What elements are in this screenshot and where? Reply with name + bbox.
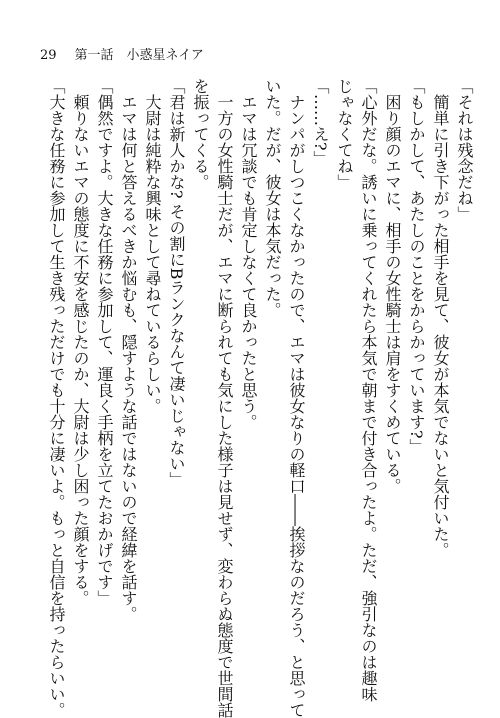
text-line: 大尉は純粋な興味として尋ねているらしい。 [143, 78, 162, 414]
page-number: 29 [40, 48, 57, 63]
text-line: 「偶然ですよ。大きな任務に参加して、運良く手柄を立てたおかげです」 [95, 78, 114, 606]
text-line: いた。だが、彼女は本気だった。 [263, 78, 282, 318]
text-line: エマは冗談でも肯定しなくて良かったと思う。 [239, 78, 258, 430]
text-line: 「心外だな。誘いに乗ってくれたら本気で朝まで付き合ったよ。ただ、強引なのは趣味 [359, 78, 378, 702]
text-line: 簡単に引き下がった相手を見て、彼女が本気でないと気付いた。 [431, 78, 450, 558]
text-line: 困り顔のエマに、相手の女性騎士は肩をすくめている。 [383, 78, 402, 494]
text-line: 「それは残念だね」 [455, 78, 474, 222]
text-line: を振ってくる。 [191, 78, 210, 190]
text-line: じゃなくてね」 [335, 78, 354, 190]
text-line: 「もしかして、あたしのことをからかっています?」 [407, 78, 426, 455]
text-line: 「……え?」 [311, 78, 330, 167]
text-line: 「君は新人かな? その割にBランクなんて凄いじゃない」 [167, 78, 186, 488]
novel-text-body [26, 78, 476, 718]
text-line: 一方の女性騎士だが、エマに断られても気にした様子は見せず、変わらぬ態度で世間話 [215, 78, 234, 718]
text-line: ナンパがしつこくなかったので、エマは彼女なりの軽口――挨拶なのだろう、と思って [287, 78, 306, 718]
page-header [40, 44, 204, 64]
text-line: 「大きな任務に参加して生き残っただけでも十分に凄いよ。もっと自信を持ったらいい。 [47, 78, 66, 718]
text-line: エマは何と答えるべきか悩むも、隠すような話ではないので経緯を話す。 [119, 78, 138, 622]
chapter-title: 第一話 小惑星ネイア [74, 48, 204, 63]
text-line: 頼りないエマの態度に不安を感じたのか、大尉は少し困った顔をする。 [71, 78, 90, 606]
